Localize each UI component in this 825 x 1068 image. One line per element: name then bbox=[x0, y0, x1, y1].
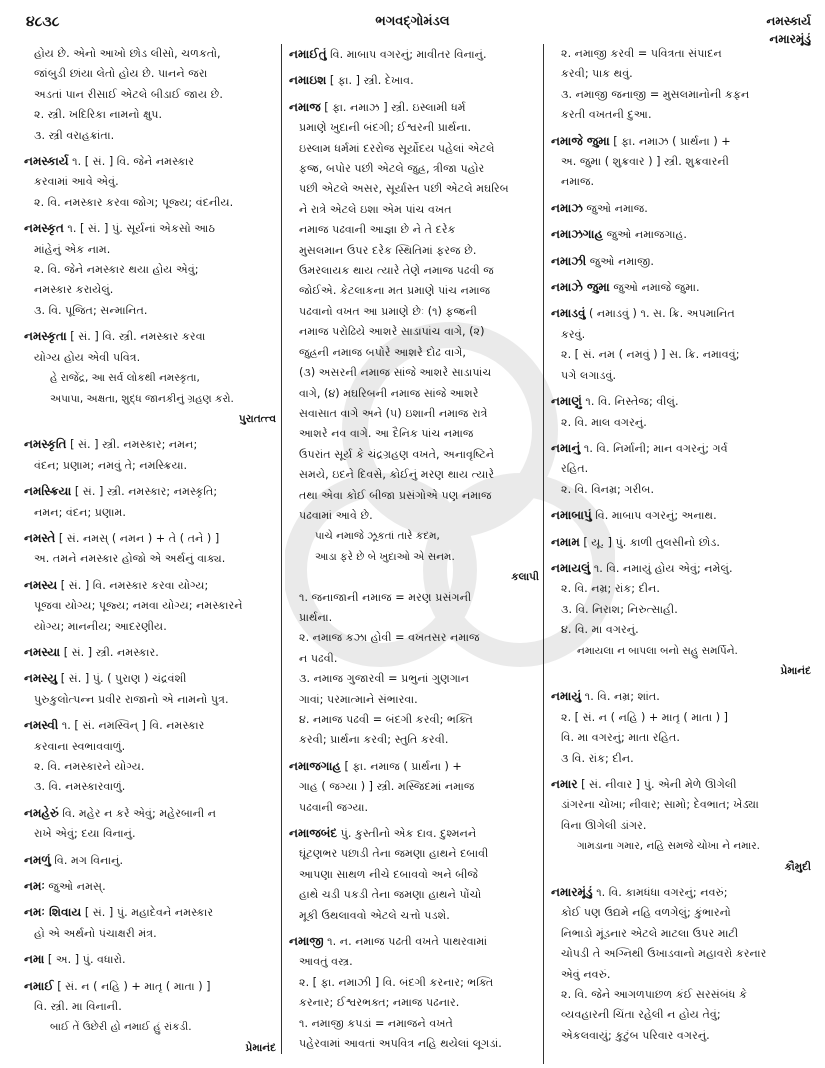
entry-definition-line: ઇસ્લામ ધર્મમાં દરરોજ સૂર્યોદય પહેલાં એટલે bbox=[299, 141, 495, 155]
entry-definition-line: નમાજ. bbox=[561, 175, 595, 189]
entry-definition-line: ૨. વિ. વિનમ્ર; ગરીબ. bbox=[561, 482, 655, 496]
entry-definition-line: પઢવામાં આવે છે. bbox=[299, 508, 373, 522]
entry-definition-line: વંદન; પ્રણામ; નમવું તે; નમસ્ક્રિયા. bbox=[34, 458, 188, 472]
entry-definition-line: ૧. વિ. નિર્માની; માન વગરનું; ગર્વ bbox=[583, 441, 728, 455]
dictionary-entry bbox=[551, 532, 811, 553]
entry-definition-line: પુરુકુલોત્પન્ન પ્રવીર રાજાનો એ નામનો પુત્ર. bbox=[34, 692, 229, 706]
dictionary-entry bbox=[24, 976, 276, 1059]
guide-words bbox=[766, 12, 811, 48]
entry-definition-line: ૨. નમાજી કરવી = પવિત્રતા સંપાદન bbox=[561, 47, 722, 60]
entry-headword: નમાબાપું bbox=[551, 508, 592, 523]
entry-headword: નમસ્ક્રિયા bbox=[24, 484, 72, 499]
entry-definition-line: વિ. માબાપ વગરનું; માવીતર વિનાનું. bbox=[330, 48, 487, 61]
entry-definition-line: હાથે ચડી પકડી તેના જમણા હાથને પોંચો bbox=[299, 888, 482, 902]
entry-definition-line: ઉમરલાયક થાય ત્યારે તેણે નમાજ પઢવી જ bbox=[299, 264, 494, 278]
entry-definition-line: કરવાના સ્વભાવવાળું. bbox=[34, 739, 126, 753]
entry-definition-line: હો એ અર્થનો પંચાક્ષરી મંત્ર. bbox=[34, 926, 157, 940]
entry-definition-line: પછી એટલે અસર, સૂર્યાસ્ત પછી એટલે મઘરિબ bbox=[299, 182, 509, 196]
column-divider bbox=[281, 44, 282, 1054]
idiom-sense-line: ગાવાં; પરમાત્માને સંભારવા. bbox=[299, 692, 418, 706]
entry-definition-line: ને રાત્રે એટલે ઇશા એમ પાંચ વખત bbox=[299, 202, 452, 216]
entry-definition-line: જોઈએ. કેટલાકના મત પ્રમાણે પાંચ નમાજ bbox=[299, 284, 491, 298]
entry-definition-line: અડતાં પાન રીસાઈ એટલે બીડાઈ જાય છે. bbox=[34, 87, 223, 101]
entry-headword: નમાજે જુમા bbox=[551, 133, 610, 148]
entry-definition-line: [ સં. ] પું. ( પુરાણ ) ચંદ્રવંશી bbox=[60, 672, 187, 686]
entry-headword: નમાયલું bbox=[551, 560, 591, 575]
dictionary-entry bbox=[24, 902, 276, 944]
column-divider bbox=[543, 44, 544, 1064]
entry-headword: નમસ્યા bbox=[24, 644, 61, 659]
entry-headword: નમાઝી bbox=[551, 253, 587, 268]
entry-definition-line: નમન; વંદન; પ્રણામ. bbox=[34, 505, 126, 519]
entry-definition-line: કરવામાં આવે એવું. bbox=[34, 175, 119, 189]
entry-definition-line: નમાજ પઢવાની આજ્ઞા છે ને તે દરેક bbox=[299, 223, 456, 237]
entry-definition-line: ૨. વિ. નમસ્કાર કરવા જોગ; પૂજ્ય; વંદનીય. bbox=[34, 195, 234, 209]
entry-definition-line: સમયે, ઇદને દિવસે, કોઈનું મરણ થાય ત્યારે bbox=[299, 468, 495, 482]
dictionary-entry bbox=[24, 481, 276, 523]
idiom-sense-line: પ્રાર્થના. bbox=[299, 610, 333, 624]
entry-definition-line: વાગે, (૪) મઘરિબની નમાજ સાંજે આશરે bbox=[299, 386, 479, 400]
entry-definition-line: મુસલમાન ઉપર દરેક સ્થિતિમાં ફરજ છે. bbox=[299, 243, 477, 257]
entry-definition-line: [ સં. ] વિ. સ્ત્રી. નમસ્કાર કરવા bbox=[70, 330, 206, 344]
entry-headword: નમાઝ bbox=[551, 200, 583, 215]
dictionary-entry bbox=[551, 505, 811, 526]
entry-headword: નમાનું bbox=[551, 440, 581, 455]
entry-headword: નમાઈતું bbox=[289, 47, 327, 61]
dictionary-entry bbox=[24, 642, 276, 663]
dictionary-entry bbox=[24, 803, 276, 845]
dictionary-entry bbox=[551, 774, 811, 877]
entry-definition-line: પઢવાની જગ્યા. bbox=[299, 800, 369, 814]
dictionary-entry bbox=[24, 151, 276, 213]
entry-definition-line: ૪. વિ. મા વગરનું. bbox=[561, 623, 639, 637]
entry-definition-line: હોય છે. એનો આખો છોડ લીસો, ચળકતો, bbox=[34, 47, 221, 60]
dictionary-entry bbox=[289, 756, 539, 818]
entry-headword: નમામ bbox=[551, 534, 580, 549]
dictionary-column-1 bbox=[24, 44, 276, 1063]
entry-definition-line: પૂજવા યોગ્ય; પૂજ્ય; નમવા યોગ્ય; નમસ્કારને bbox=[34, 599, 243, 613]
entry-definition-line: પું. કુસ્તીનો એક દાવ. દુશ્મનને bbox=[340, 827, 477, 841]
entry-definition-line: ૧. નમાજી કપડાં = નમાજને વખતે bbox=[299, 1016, 453, 1030]
citation-quote-line: આડા ફરે છે બે ખુદાઓ એ સનમ. bbox=[315, 550, 455, 563]
entry-definition-line: યોગ્ય હોય એવી પવિત્ર. bbox=[34, 350, 141, 364]
entry-headword: નમાજગાહ bbox=[289, 758, 341, 773]
dictionary-entry bbox=[551, 44, 811, 126]
entry-headword: નમઃ શિવાય bbox=[24, 905, 82, 920]
entry-definition-line: [ ફા. ] સ્ત્રી. દેખાવ. bbox=[329, 74, 414, 88]
page-number: ૪૮૩૮ bbox=[26, 14, 60, 30]
citation-source: પ્રેમાનંદ bbox=[780, 664, 811, 677]
entry-headword: નમાઈ bbox=[24, 978, 54, 993]
idiom-sense-line: ન પઢવી. bbox=[299, 651, 338, 665]
entry-headword: નમાઇશ bbox=[289, 73, 327, 88]
entry-definition-line: ૩. વિ. પૂજિત; સન્માનિત. bbox=[34, 303, 148, 317]
dictionary-entry bbox=[551, 558, 811, 681]
entry-headword: નમાણું bbox=[551, 394, 582, 409]
dictionary-entry bbox=[24, 668, 276, 710]
dictionary-entry bbox=[289, 931, 539, 1054]
entry-definition-line: નિભાડો મૂંડનાર એટલે માટલા ઉપર માટી bbox=[561, 926, 739, 940]
idiom-sense-line: કરવી; પ્રાર્થના કરવી; સ્તુતિ કરવી. bbox=[299, 733, 449, 747]
entry-definition-line: એકલવાયું; કુટુંબ પરિવાર વગરનું. bbox=[561, 1028, 710, 1042]
entry-headword: નમસ્કાર્ય bbox=[24, 154, 69, 169]
citation-source: પુરાતત્ત્વ bbox=[238, 412, 276, 425]
dictionary-entry bbox=[24, 715, 276, 798]
citation-source: પ્રેમાનંદ bbox=[245, 1041, 276, 1054]
entry-definition-line: ૧. વિ. નમાયું હોય એવું; નમેલું. bbox=[593, 561, 733, 575]
dictionary-entry bbox=[289, 44, 539, 65]
entry-definition-line: [ સં. ] સ્ત્રી. નમસ્કાર; નમસ્કૃતિ; bbox=[74, 485, 218, 499]
dictionary-entry bbox=[551, 277, 811, 298]
entry-definition-line: વિ. મહેર ન કરે એવું; મહેરબાની ન bbox=[62, 806, 217, 820]
citation-quote-line: પાચે નમાજે ઝૂકતાં તારે કદમ, bbox=[315, 530, 440, 543]
dictionary-entry bbox=[24, 528, 276, 570]
entry-definition-line: પગે લગાડવું. bbox=[561, 368, 617, 382]
entry-definition-line: આપણા સાથળ નીચે દબાવવો અને બીજે bbox=[299, 867, 478, 881]
entry-definition-line: આશરે નવ વાગે. આ દૈનિક પાંચ નમાજ bbox=[299, 427, 474, 441]
citation-quote-line: હે રાજેંદ્ર, આ સર્વ લોકથી નમસ્કૃતા, bbox=[50, 372, 200, 385]
entry-headword: નમાર bbox=[551, 777, 578, 791]
entry-definition-line: [ સં. ] પું. મહાદેવને નમસ્કાર bbox=[84, 906, 214, 920]
entry-definition-line: પહેરવામાં આવતાં અપવિત્ર નહિ થયેલાં લૂગડાં. bbox=[299, 1037, 502, 1051]
entry-definition-line: ૩. સ્ત્રી વરાહક્રાંતા. bbox=[34, 128, 115, 142]
dictionary-entry bbox=[551, 882, 811, 1046]
entry-definition-line: ૧. [ સં. નમસ્વિન્ ] વિ. નમસ્કાર bbox=[61, 719, 205, 733]
entry-definition-line: વિ. મા વગરનું; માતા રહિત. bbox=[561, 731, 680, 745]
citation-source: કલાપી bbox=[511, 571, 539, 584]
entry-definition-line: [ સં. ન ( નહિ ) + માતૃ ( માતા ) ] bbox=[57, 979, 211, 993]
citation-quote-line: ગામડાના ગમાર, નહિ સમજે ચોખા ને નમાર. bbox=[577, 840, 760, 853]
entry-definition-line: જુઓ નમાજી. bbox=[589, 254, 654, 268]
dictionary-entry bbox=[551, 303, 811, 386]
entry-definition-line: [ યૂ. ] પું. કાળી તુલસીનો છોડ. bbox=[583, 535, 720, 549]
entry-definition-line: જુહ્રની નમાજ બપોરે આશરે દોઢ વાગે, bbox=[299, 345, 466, 359]
entry-definition-line: ૨. [ ફા. નમાઝી ] વિ. બંદગી કરનાર; ભક્તિ bbox=[299, 975, 494, 989]
dictionary-column-2 bbox=[289, 44, 539, 1060]
entry-headword: નમસ્યુ bbox=[24, 671, 58, 686]
dictionary-entry bbox=[24, 575, 276, 637]
dictionary-entry bbox=[24, 434, 276, 476]
running-title: ભગવદ્ગોમંડલ bbox=[375, 14, 450, 29]
dictionary-entry bbox=[551, 198, 811, 219]
entry-definition-line: વિના ઊગેલી ડાંગર. bbox=[561, 818, 647, 832]
dictionary-entry bbox=[551, 686, 811, 769]
dictionary-entry bbox=[551, 391, 811, 433]
entry-definition-line: ચોપડી તે અગ્નિથી ઉખાડવાનો મહાવરો કરનાર bbox=[561, 947, 767, 961]
entry-definition-line: [ સં. નીવાર ] પું. એની મેળે ઊગેલી bbox=[581, 778, 737, 791]
entry-definition-line: સવાસાત વાગે અને (૫) ઇશાની નમાજ રાત્રે bbox=[299, 406, 488, 420]
entry-definition-line: ૧. [ સં. ] પું. સૂર્યનાં એકસો આઠ bbox=[67, 222, 216, 236]
dictionary-entry bbox=[551, 251, 811, 272]
entry-definition-line: કોઈ પણ ઉદ્યમે નહિ વળગેલું; કુંભારનો bbox=[561, 906, 731, 920]
entry-definition-line: [ ફા. નમાજ ( પ્રાર્થના ) + bbox=[344, 759, 462, 773]
entry-headword: નમાજ bbox=[289, 99, 321, 114]
idiom-sense-line: ૨. નમાજ કઝા હોવી = વખતસર નમાજ bbox=[299, 631, 480, 645]
entry-definition-line: ઘૂંટણભર પછાડી તેના જમણા હાથને દબાવી bbox=[299, 847, 489, 861]
entry-definition-line: ( નમાડવું ) ૧. સ. ક્રિ. અપમાનિત bbox=[588, 307, 735, 321]
dictionary-entry bbox=[551, 131, 811, 193]
entry-definition-line: [ સં. ] સ્ત્રી. નમસ્કાર. bbox=[63, 645, 159, 659]
entry-definition-line: [ સં. ] સ્ત્રી. નમસ્કાર; નમન; bbox=[70, 438, 198, 452]
entry-definition-line: પ્રમાણે ખુદાની બંદગી; ઈશ્વરની પ્રાર્થના. bbox=[299, 121, 472, 135]
entry-definition-line: જાંબુડી છાંયા લેતો હોય છે. પાનને જરા bbox=[34, 67, 208, 81]
entry-definition-line: [ અ. ] પું. વધારો. bbox=[47, 953, 126, 967]
entry-definition-line: નમસ્કાર કરાયેલું. bbox=[34, 283, 114, 297]
entry-definition-line: વિ. માબાપ વગરનું; અનાથ. bbox=[595, 509, 717, 523]
entry-definition-line: જુઓ નમાજગાહ. bbox=[606, 228, 687, 242]
idiom-sense-line: ૪. નમાજ પઢવી = બંદગી કરવી; ભક્તિ bbox=[299, 713, 473, 726]
entry-definition-line: આવતું વસ્ત્ર. bbox=[299, 955, 353, 969]
entry-definition-line: એવું નવરું. bbox=[561, 967, 611, 981]
entry-definition-line: ૨. સ્ત્રી. ખદિરિકા નામનો ક્ષુપ. bbox=[34, 108, 163, 122]
entry-definition-line: રાખે એવું; દયા વિનાનું. bbox=[34, 827, 136, 841]
entry-headword: નમસ્ય bbox=[24, 577, 58, 592]
entry-definition-line: ગાહ ( જગ્યા ) ] સ્ત્રી. મસ્જિદમાં નમાજ bbox=[299, 780, 475, 794]
idiom-sense-line: ૧. જનાજાની નમાજ = મરણ પ્રસંગની bbox=[299, 590, 472, 604]
entry-definition-line: ૨. [ સં. ન ( નહિ ) + માતૃ ( માતા ) ] bbox=[561, 710, 728, 724]
guide-word-first: નમસ્કાર્ય bbox=[766, 14, 811, 28]
page-header bbox=[0, 0, 825, 46]
entry-definition-line: કરવી; પાક થવું. bbox=[561, 67, 633, 81]
entry-definition-line: ફજ્ર, બપોર પછી એટલે જુહ્ર, ત્રીજા પહોર bbox=[299, 162, 485, 176]
dictionary-entry bbox=[24, 44, 276, 146]
entry-definition-line: ૧. વિ. નમ્ર; શાંત. bbox=[584, 690, 660, 704]
entry-headword: નમાજબંદ bbox=[289, 826, 338, 841]
entry-definition-line: જુઓ નમાજે જુમા. bbox=[613, 281, 700, 295]
entry-definition-line: [ સં. નમસ્ ( નમન ) + તે ( તને ) ] bbox=[58, 531, 220, 545]
entry-definition-line: ૧. ન. નમાજ પઢતી વખતે પાથરવામાં bbox=[327, 935, 488, 949]
entry-definition-line: ૩. નમાજી જનાજી = મુસલમાનોની કફન bbox=[561, 87, 750, 101]
guide-word-last: નમારમૂંડું bbox=[769, 32, 811, 46]
citation-quote-line: અપાપા, અક્ષતા, શુદ્ધ જાનકીનું ગ્રહણ કરો. bbox=[50, 392, 234, 405]
entry-headword: નમાજી bbox=[289, 934, 324, 949]
entry-definition-line: ૨. વિ. જેને નમસ્કાર થયા હોય એવું; bbox=[34, 263, 199, 277]
entry-definition-line: જુઓ નમસ્. bbox=[48, 880, 106, 894]
entry-definition-line: કરનાર; ઈશ્વરભક્ત; નમાજ પઢનાર. bbox=[299, 996, 460, 1010]
idiom-sense-line: ૩. નમાજ ગુજારવી = પ્રભુનાં ગુણગાન bbox=[299, 672, 470, 686]
entry-definition-line: વિ. મગ વિનાનું. bbox=[54, 853, 124, 867]
entry-definition-line: માંહેનું એક નામ. bbox=[34, 242, 111, 256]
entry-headword: નમસ્વી bbox=[24, 718, 59, 733]
entry-definition-line: ઉપરાંત સૂર્ય કે ચંદ્રગ્રહણ વખતે, અનાવૃષ્ટિને bbox=[299, 447, 495, 461]
entry-definition-line: ૧. [ સં. ] વિ. જેને નમસ્કાર bbox=[72, 155, 195, 169]
dictionary-entry bbox=[289, 70, 539, 91]
citation-quote-line: નમાયલા ન બાપલા બનો સહુ સમર્પિને. bbox=[577, 644, 738, 657]
entry-definition-line: અ. તમને નમસ્કાર હોજો એ અર્થનું વાક્ય. bbox=[34, 552, 226, 566]
entry-headword: નમસ્તે bbox=[24, 530, 56, 545]
entry-headword: નમસ્કૃતિ bbox=[24, 437, 67, 452]
entry-definition-line: રહિત. bbox=[561, 462, 589, 476]
dictionary-entry bbox=[24, 850, 276, 871]
entry-definition-line: કરતી વખતની દુઆ. bbox=[561, 108, 652, 122]
entry-headword: નમસ્કૃતા bbox=[24, 329, 67, 344]
entry-definition-line: તથા એવા કોઈ બીજા પ્રસંગોએ પણ નમાજ bbox=[299, 488, 492, 502]
dictionary-entry bbox=[24, 876, 276, 897]
entry-definition-line: [ ફા. નમાઝ ( પ્રાર્થના ) + bbox=[613, 134, 731, 148]
entry-definition-line: પઢવાનો વખત આ પ્રમાણે છેઃ (૧) ફજ્રની bbox=[299, 304, 477, 318]
entry-headword: નમારમૂંડું bbox=[551, 885, 593, 900]
entry-headword: નમાયું bbox=[551, 689, 582, 704]
entry-headword: નમઃ bbox=[24, 879, 45, 894]
dictionary-entry bbox=[289, 823, 539, 926]
entry-headword: નમહેરું bbox=[24, 805, 59, 820]
entry-definition-line: ૩. વિ. નમસ્કારવાળું. bbox=[34, 780, 126, 794]
entry-definition-line: ૩ વિ. રાંક; દીન. bbox=[561, 751, 634, 765]
entry-definition-line: [ ફા. નમાઝ ] સ્ત્રી. ઇસ્લામી ધર્મ bbox=[324, 100, 466, 114]
citation-source: કૌમુદી bbox=[784, 860, 811, 873]
dictionary-entry bbox=[551, 224, 811, 245]
entry-definition-line: ૨. વિ. માલ વગરનું. bbox=[561, 415, 647, 429]
entry-definition-line: યોગ્ય; માનનીય; આદરણીય. bbox=[34, 619, 167, 633]
entry-definition-line: કરવું. bbox=[561, 327, 586, 341]
entry-definition-line: જુઓ નમાજ. bbox=[586, 201, 648, 215]
entry-definition-line: વિ. સ્ત્રી. મા વિનાની. bbox=[34, 1000, 122, 1014]
dictionary-entry bbox=[551, 438, 811, 500]
entry-definition-line: [ સં. ] વિ. નમસ્કાર કરવા યોગ્ય; bbox=[60, 578, 209, 592]
entry-headword: નમળું bbox=[24, 852, 51, 867]
entry-definition-line: મૂકી ઉથલાવવો એટલે ચત્તો પડશે. bbox=[299, 908, 450, 922]
entry-definition-line: ૩. વિ. નિરાશ; નિરુત્સાહી. bbox=[561, 602, 678, 616]
entry-headword: નમાડવું bbox=[551, 306, 586, 321]
entry-definition-line: ૨. વિ. નમ્ર; રાંક; દીન. bbox=[561, 582, 660, 596]
entry-definition-line: (૩) અસરની નમાજ સાંજે આશરે સાડાપાંચ bbox=[299, 366, 492, 380]
entry-definition-line: ૨. [ સં. નમ ( નમવું ) ] સ. ક્રિ. નમાવવું; bbox=[561, 348, 740, 362]
dictionary-entry bbox=[24, 218, 276, 321]
entry-definition-line: ડાંગરના ચોખા; નીવાર; સામો; દેવભાત; ખેડ્યા bbox=[561, 798, 759, 812]
dictionary-column-3 bbox=[551, 44, 811, 1051]
dictionary-entry bbox=[289, 97, 539, 751]
entry-headword: નમાઝે જુમા bbox=[551, 280, 610, 295]
entry-definition-line: ૨. વિ. જેને આગળપાછળ કંઈ સરસંબંધ કે bbox=[561, 988, 747, 1002]
entry-definition-line: ૧. વિ. નિસ્તેજ; વીલું. bbox=[585, 395, 679, 409]
entry-definition-line: નમાજ પરોઢિયે આશરે સાડાપાંચ વાગે, (૨) bbox=[299, 325, 485, 339]
entry-definition-line: અ. જુમા ( શુક્રવાર ) ] સ્ત્રી. શુક્રવારની bbox=[561, 155, 729, 169]
dictionary-entry bbox=[24, 949, 276, 970]
entry-headword: નમસ્કૃત bbox=[24, 221, 64, 236]
citation-quote-line: બાઈ તેં ઉછેરી હો નમાઈ હું રાંકડી. bbox=[50, 1021, 192, 1034]
entry-definition-line: ૧. વિ. કામધંધા વગરનું; નવરું; bbox=[596, 886, 728, 900]
entry-definition-line: વ્યવહારની ચિંતા રહેલી ન હોય તેવું; bbox=[561, 1008, 721, 1022]
entry-headword: નમા bbox=[24, 952, 45, 967]
entry-definition-line: ૨. વિ. નમસ્કારને યોગ્ય. bbox=[34, 760, 145, 773]
entry-headword: નમાઝગાહ bbox=[551, 227, 604, 242]
dictionary-entry bbox=[24, 326, 276, 429]
